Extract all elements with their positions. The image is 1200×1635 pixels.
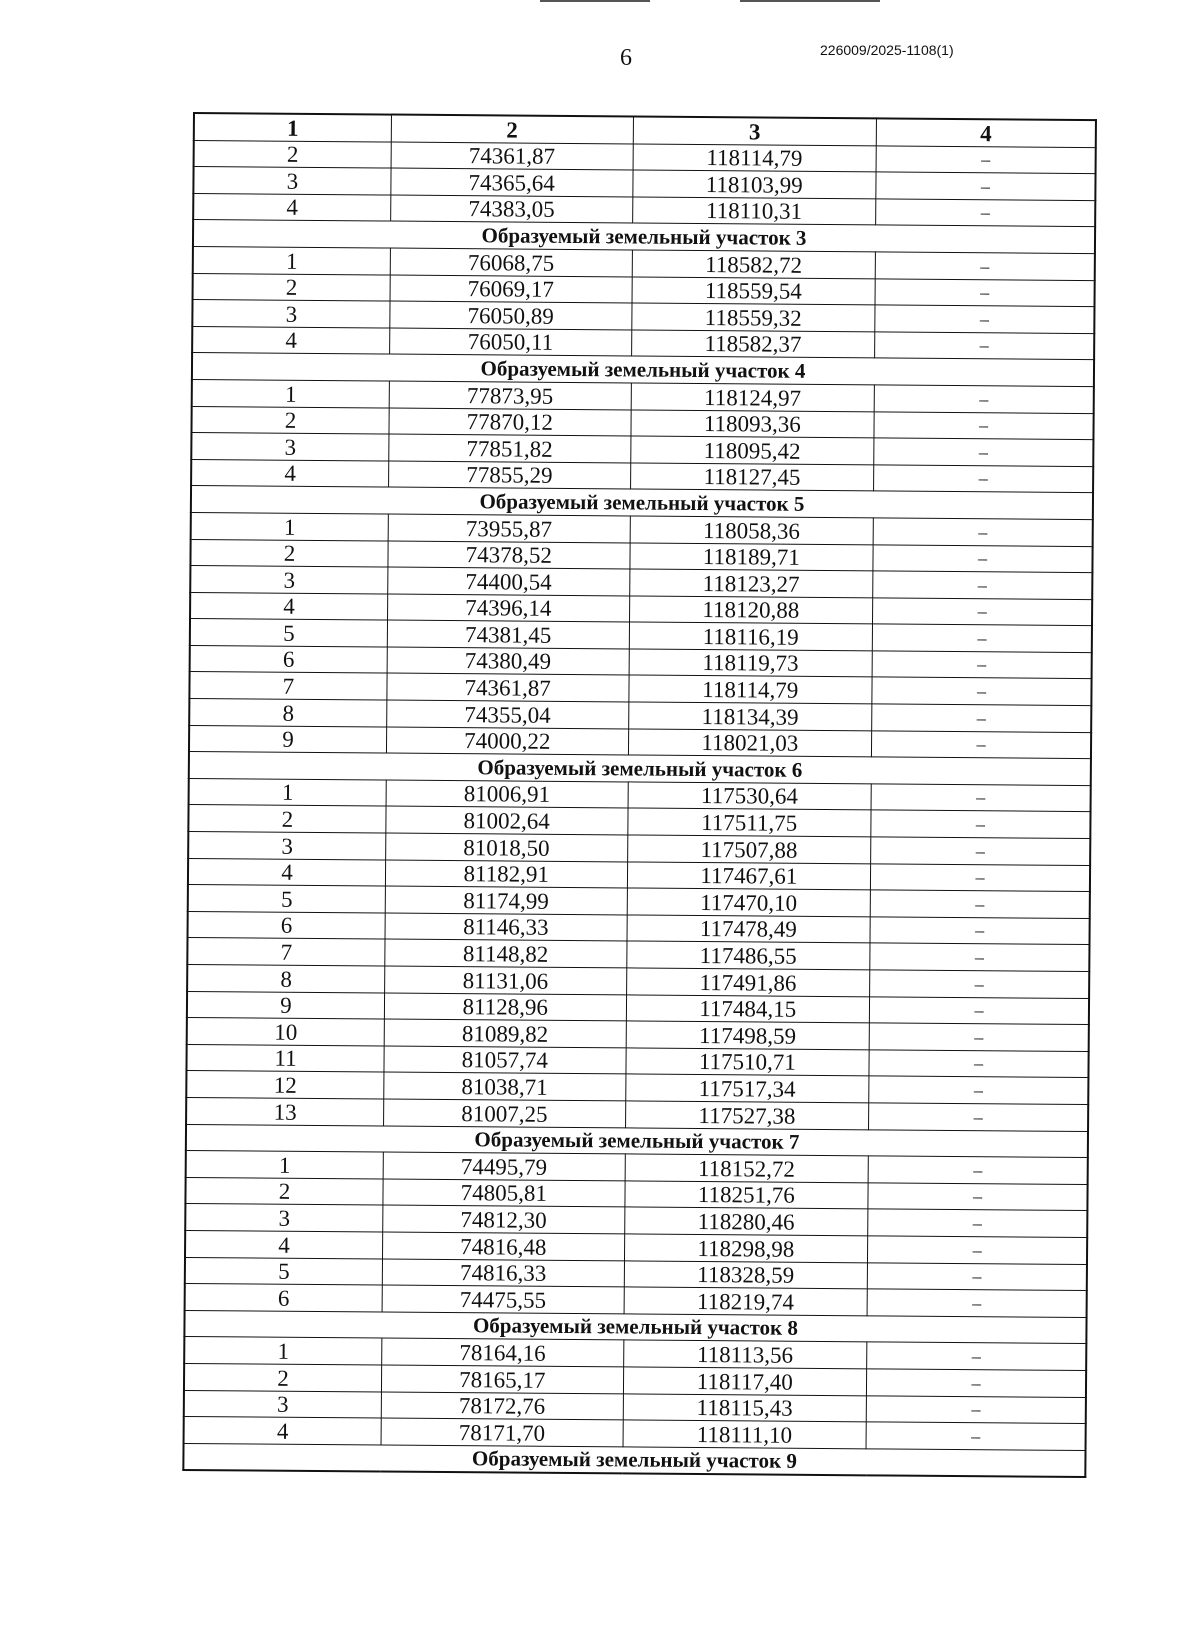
- note-cell: –: [869, 1103, 1089, 1131]
- x-coordinate-cell: 81002,64: [386, 806, 628, 834]
- y-coordinate-cell: 117510,71: [625, 1048, 869, 1077]
- x-coordinate-cell: 74381,45: [387, 620, 629, 648]
- point-number-cell: 1: [189, 778, 387, 806]
- note-cell: –: [873, 518, 1093, 546]
- point-number-cell: 4: [192, 326, 390, 354]
- section-header-row: [183, 1443, 1085, 1477]
- y-coordinate-cell: 118114,79: [628, 675, 872, 704]
- point-number-cell: 6: [185, 1284, 383, 1312]
- y-coordinate-cell: 118116,19: [629, 622, 873, 651]
- x-coordinate-cell: 74805,81: [383, 1179, 625, 1207]
- x-coordinate-cell: 74355,04: [387, 700, 629, 728]
- point-number-cell: 2: [193, 273, 391, 301]
- point-number-cell: 6: [188, 911, 386, 939]
- x-coordinate-cell: 81038,71: [384, 1072, 626, 1100]
- point-number-cell: 12: [186, 1071, 384, 1099]
- y-coordinate-cell: 118559,32: [631, 303, 875, 332]
- note-cell: –: [875, 252, 1095, 280]
- y-coordinate-cell: 118120,88: [629, 596, 873, 625]
- point-number-cell: 2: [191, 406, 389, 434]
- y-coordinate-cell: 118219,74: [624, 1287, 868, 1316]
- point-number-cell: 9: [187, 991, 385, 1019]
- note-cell: –: [874, 385, 1094, 413]
- note-cell: –: [867, 1342, 1087, 1370]
- note-cell: –: [869, 996, 1089, 1024]
- x-coordinate-cell: 77855,29: [389, 461, 631, 489]
- x-coordinate-cell: 77851,82: [389, 434, 631, 462]
- note-cell: –: [867, 1369, 1087, 1397]
- point-number-cell: 2: [190, 539, 388, 567]
- point-number-cell: 7: [187, 938, 385, 966]
- y-coordinate-cell: 117478,49: [627, 915, 871, 944]
- note-cell: –: [868, 1183, 1088, 1211]
- note-cell: –: [869, 1076, 1089, 1104]
- note-cell: –: [867, 1289, 1087, 1317]
- y-coordinate-cell: 118328,59: [624, 1260, 868, 1289]
- note-cell: –: [872, 624, 1092, 652]
- point-number-cell: 4: [188, 858, 386, 886]
- x-coordinate-cell: 81128,96: [384, 993, 626, 1021]
- section-title: Образуемый земельный участок 4: [192, 353, 1094, 387]
- y-coordinate-cell: 118111,10: [623, 1420, 867, 1449]
- y-coordinate-cell: 117530,64: [628, 782, 872, 811]
- point-number-cell: 2: [194, 140, 392, 168]
- section-title: Образуемый земельный участок 7: [186, 1124, 1088, 1158]
- note-cell: –: [872, 731, 1092, 759]
- note-cell: –: [872, 677, 1092, 705]
- note-cell: –: [869, 1050, 1089, 1078]
- point-number-cell: 4: [191, 459, 389, 487]
- y-coordinate-cell: 118095,42: [630, 436, 874, 465]
- y-coordinate-cell: 118280,46: [624, 1207, 868, 1236]
- x-coordinate-cell: 74365,64: [391, 168, 633, 196]
- note-cell: –: [874, 411, 1094, 439]
- note-cell: –: [871, 784, 1091, 812]
- note-cell: –: [875, 278, 1095, 306]
- note-cell: –: [867, 1262, 1087, 1290]
- y-coordinate-cell: 118115,43: [623, 1393, 867, 1422]
- point-number-cell: 3: [185, 1204, 383, 1232]
- y-coordinate-cell: 117470,10: [627, 888, 871, 917]
- point-number-cell: 6: [190, 645, 388, 673]
- y-coordinate-cell: 118093,36: [630, 409, 874, 438]
- note-cell: –: [870, 917, 1090, 945]
- section-title: Образуемый земельный участок 8: [184, 1310, 1086, 1344]
- x-coordinate-cell: 77870,12: [389, 408, 631, 436]
- point-number-cell: 13: [186, 1097, 384, 1125]
- point-number-cell: 1: [191, 512, 389, 540]
- note-cell: –: [873, 571, 1093, 599]
- point-number-cell: 3: [193, 167, 391, 195]
- header-cell: 3: [633, 116, 877, 145]
- note-cell: –: [874, 438, 1094, 466]
- point-number-cell: 1: [193, 246, 391, 274]
- section-title: Образуемый земельный участок 5: [191, 486, 1093, 520]
- document-code: 226009/2025-1108(1): [820, 42, 954, 58]
- point-number-cell: 4: [190, 592, 388, 620]
- note-cell: –: [868, 1236, 1088, 1264]
- note-cell: –: [876, 199, 1096, 227]
- note-cell: –: [870, 970, 1090, 998]
- section-title: Образуемый земельный участок 9: [183, 1443, 1085, 1477]
- point-number-cell: 9: [189, 725, 387, 753]
- note-cell: –: [869, 1023, 1089, 1051]
- point-number-cell: 2: [188, 805, 386, 833]
- coordinates-table: [182, 112, 1097, 1478]
- header-cell: 2: [391, 115, 633, 144]
- y-coordinate-cell: 118058,36: [630, 516, 874, 545]
- x-coordinate-cell: 76050,89: [390, 301, 632, 329]
- y-coordinate-cell: 118189,71: [629, 542, 873, 571]
- x-coordinate-cell: 78164,16: [382, 1338, 624, 1366]
- note-cell: –: [870, 943, 1090, 971]
- x-coordinate-cell: 74383,05: [391, 195, 633, 223]
- y-coordinate-cell: 118582,72: [632, 250, 876, 279]
- note-cell: –: [875, 332, 1095, 360]
- x-coordinate-cell: 74816,48: [382, 1232, 624, 1260]
- note-cell: –: [875, 305, 1095, 333]
- note-cell: –: [866, 1422, 1086, 1450]
- point-number-cell: 3: [190, 566, 388, 594]
- x-coordinate-cell: 74380,49: [387, 647, 629, 675]
- header-cell: 1: [194, 113, 392, 142]
- x-coordinate-cell: 74475,55: [382, 1285, 624, 1313]
- point-number-cell: 3: [188, 832, 386, 860]
- point-number-cell: 5: [188, 885, 386, 913]
- x-coordinate-cell: 74495,79: [383, 1152, 625, 1180]
- x-coordinate-cell: 81182,91: [385, 860, 627, 888]
- point-number-cell: 1: [192, 379, 390, 407]
- x-coordinate-cell: 78171,70: [381, 1418, 623, 1446]
- y-coordinate-cell: 117498,59: [626, 1021, 870, 1050]
- x-coordinate-cell: 76069,17: [390, 275, 632, 303]
- x-coordinate-cell: 74812,30: [383, 1205, 625, 1233]
- x-coordinate-cell: 81131,06: [385, 966, 627, 994]
- y-coordinate-cell: 117527,38: [625, 1101, 869, 1130]
- point-number-cell: 5: [190, 619, 388, 647]
- x-coordinate-cell: 78165,17: [381, 1365, 623, 1393]
- x-coordinate-cell: 81089,82: [384, 1019, 626, 1047]
- y-coordinate-cell: 118127,45: [630, 463, 874, 492]
- point-number-cell: 4: [185, 1230, 383, 1258]
- point-number-cell: 1: [184, 1337, 382, 1365]
- y-coordinate-cell: 118113,56: [623, 1340, 867, 1369]
- y-coordinate-cell: 117486,55: [626, 941, 870, 970]
- y-coordinate-cell: 118110,31: [632, 197, 876, 226]
- note-cell: –: [870, 863, 1090, 891]
- note-cell: –: [871, 810, 1091, 838]
- x-coordinate-cell: 81148,82: [385, 939, 627, 967]
- y-coordinate-cell: 118117,40: [623, 1367, 867, 1396]
- y-coordinate-cell: 118152,72: [625, 1154, 869, 1183]
- x-coordinate-cell: 74400,54: [388, 567, 630, 595]
- point-number-cell: 11: [186, 1044, 384, 1072]
- note-cell: –: [866, 1395, 1086, 1423]
- point-number-cell: 4: [193, 193, 391, 221]
- point-number-cell: 10: [187, 1018, 385, 1046]
- x-coordinate-cell: 81018,50: [386, 833, 628, 861]
- section-title: Образуемый земельный участок 3: [193, 220, 1095, 254]
- point-number-cell: 1: [186, 1151, 384, 1179]
- y-coordinate-cell: 118134,39: [628, 702, 872, 731]
- point-number-cell: 3: [191, 433, 389, 461]
- y-coordinate-cell: 117484,15: [626, 995, 870, 1024]
- note-cell: –: [871, 837, 1091, 865]
- x-coordinate-cell: 74000,22: [386, 727, 628, 755]
- y-coordinate-cell: 118559,54: [632, 277, 876, 306]
- y-coordinate-cell: 118119,73: [629, 649, 873, 678]
- y-coordinate-cell: 118114,79: [633, 144, 877, 173]
- point-number-cell: 8: [189, 699, 387, 727]
- note-cell: –: [873, 544, 1093, 572]
- point-number-cell: 7: [189, 672, 387, 700]
- x-coordinate-cell: 74361,87: [391, 142, 633, 170]
- y-coordinate-cell: 118298,98: [624, 1234, 868, 1263]
- point-number-cell: 4: [184, 1417, 382, 1445]
- page-number: 6: [620, 45, 632, 71]
- note-cell: –: [872, 651, 1092, 679]
- note-cell: –: [876, 172, 1096, 200]
- x-coordinate-cell: 78172,76: [381, 1392, 623, 1420]
- note-cell: –: [868, 1209, 1088, 1237]
- note-cell: –: [873, 598, 1093, 626]
- y-coordinate-cell: 118021,03: [628, 729, 872, 758]
- point-number-cell: 3: [192, 300, 390, 328]
- table-body: [183, 140, 1095, 1477]
- y-coordinate-cell: 118123,27: [629, 569, 873, 598]
- x-coordinate-cell: 74816,33: [382, 1259, 624, 1287]
- x-coordinate-cell: 76050,11: [390, 328, 632, 356]
- x-coordinate-cell: 73955,87: [388, 514, 630, 542]
- y-coordinate-cell: 117507,88: [627, 835, 871, 864]
- y-coordinate-cell: 118124,97: [631, 383, 875, 412]
- y-coordinate-cell: 117491,86: [626, 968, 870, 997]
- point-number-cell: 5: [185, 1257, 383, 1285]
- point-number-cell: 2: [184, 1363, 382, 1391]
- note-cell: –: [870, 890, 1090, 918]
- scan-artifact-line: [540, 0, 650, 2]
- point-number-cell: 8: [187, 964, 385, 992]
- x-coordinate-cell: 81007,25: [384, 1099, 626, 1127]
- x-coordinate-cell: 81006,91: [386, 780, 628, 808]
- point-number-cell: 3: [184, 1390, 382, 1418]
- note-cell: –: [868, 1156, 1088, 1184]
- x-coordinate-cell: 74396,14: [387, 594, 629, 622]
- y-coordinate-cell: 118251,76: [624, 1181, 868, 1210]
- section-title: Образуемый земельный участок 6: [189, 752, 1091, 786]
- x-coordinate-cell: 74361,87: [387, 674, 629, 702]
- y-coordinate-cell: 118582,37: [631, 330, 875, 359]
- y-coordinate-cell: 117511,75: [627, 808, 871, 837]
- x-coordinate-cell: 74378,52: [388, 541, 630, 569]
- note-cell: –: [872, 704, 1092, 732]
- y-coordinate-cell: 118103,99: [632, 170, 876, 199]
- note-cell: –: [876, 145, 1096, 173]
- scan-artifact-line: [740, 0, 880, 2]
- x-coordinate-cell: 76068,75: [390, 248, 632, 276]
- x-coordinate-cell: 77873,95: [389, 381, 631, 409]
- point-number-cell: 2: [185, 1177, 383, 1205]
- x-coordinate-cell: 81057,74: [384, 1046, 626, 1074]
- note-cell: –: [874, 465, 1094, 493]
- y-coordinate-cell: 117517,34: [625, 1074, 869, 1103]
- x-coordinate-cell: 81146,33: [385, 913, 627, 941]
- header-cell: 4: [876, 118, 1096, 147]
- x-coordinate-cell: 81174,99: [385, 886, 627, 914]
- y-coordinate-cell: 117467,61: [627, 862, 871, 891]
